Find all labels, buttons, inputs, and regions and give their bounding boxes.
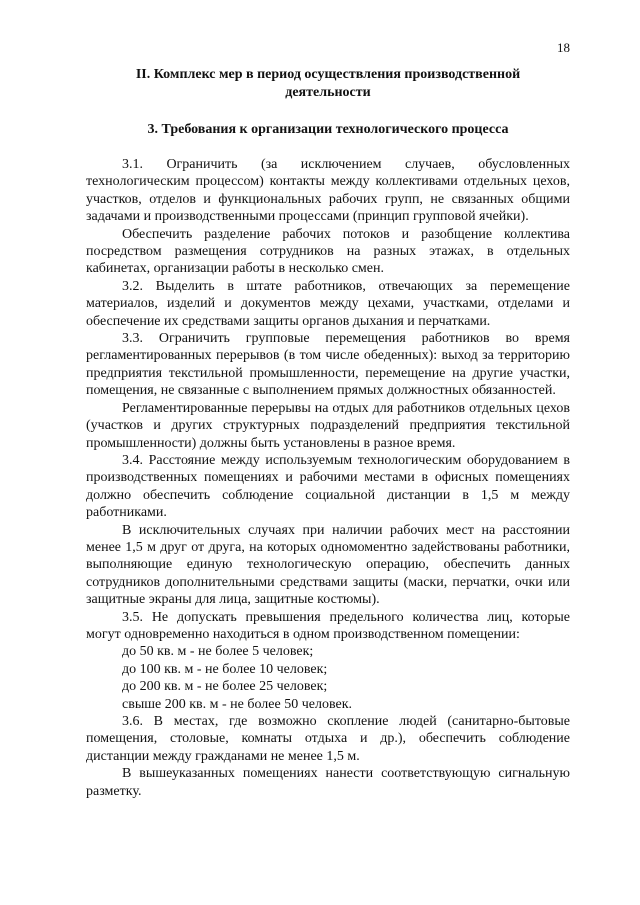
paragraph: 3.2. Выделить в штате работников, отвечающих за перемещение материалов, изделий и документов между цехами, участками, отделами и обеспечение их средствами защиты органов дыхания и перчатками.: [86, 278, 570, 329]
section-title-line-2: деятельности: [285, 85, 371, 100]
subsection-title: 3. Требования к организации технологического процесса: [147, 122, 509, 137]
document-body: [86, 156, 570, 800]
list-item: свыше 200 кв. м - не более 50 человек.: [122, 696, 353, 712]
paragraph: Регламентированные перерывы на отдых для работников отдельных цехов (участков и других структурных подразделений предприятия текстильной промышленности) должны быть установлены в разное время.: [86, 400, 570, 451]
page-number: 18: [557, 40, 570, 55]
paragraph: 3.1. Ограничить (за исключением случаев, обусловленных технологическим процессом) контакты между коллективами отдельных цехов, участков, отделов и функциональных рабочих групп, не связанных общими задачами и производственными процессами (принцип групповой ячейки).: [86, 157, 570, 225]
paragraph: 3.6. В местах, где возможно скопление людей (санитарно-бытовые помещения, столовые, комнаты отдыха и др.), обеспечить соблюдение дистанции между гражданами не менее 1,5 м.: [86, 714, 570, 764]
paragraph: 3.4. Расстояние между используемым технологическим оборудованием в производственных помещениях и рабочими местами в офисных помещениях должно обеспечить соблюдение социальной дистанции в 1,5 м между работниками.: [86, 452, 570, 521]
paragraph: Обеспечить разделение рабочих потоков и разобщение коллектива посредством размещения сотрудников на разных этажах, в отдельных кабинетах, организации работы в несколько смен.: [86, 226, 570, 277]
list-item: до 200 кв. м - не более 25 человек;: [122, 679, 328, 695]
paragraph: В вышеуказанных помещениях нанести соответствующую сигнальную разметку.: [86, 766, 570, 799]
section-title: [86, 0, 570, 102]
paragraph: 3.3. Ограничить групповые перемещения работников во время регламентированных перерывов (в том числе обеденных): выход за территорию предприятия текстильной промышленности, перемещение на другие участки, помещения, не связанные с выполнением прямых должностных обязанностей.: [86, 331, 570, 399]
list-item: до 100 кв. м - не более 10 человек;: [122, 661, 328, 677]
paragraph: В исключительных случаях при наличии рабочих мест на расстоянии менее 1,5 м друг от друга, на которых одномоментно задействованы работники, выполняющие единую технологическую операцию, обеспечить данных сотрудников дополнительными средствами защиты (маски, перчатки, очки или защитные экраны для лица, защитные костюмы).: [86, 522, 570, 608]
paragraph: 3.5. Не допускать превышения предельного количества лиц, которые могут одновременно находиться в одном производственном помещении:: [86, 609, 570, 642]
list-item: до 50 кв. м - не более 5 человек;: [122, 644, 314, 660]
section-title-line-1: II. Комплекс мер в период осуществления производственной: [135, 67, 521, 82]
